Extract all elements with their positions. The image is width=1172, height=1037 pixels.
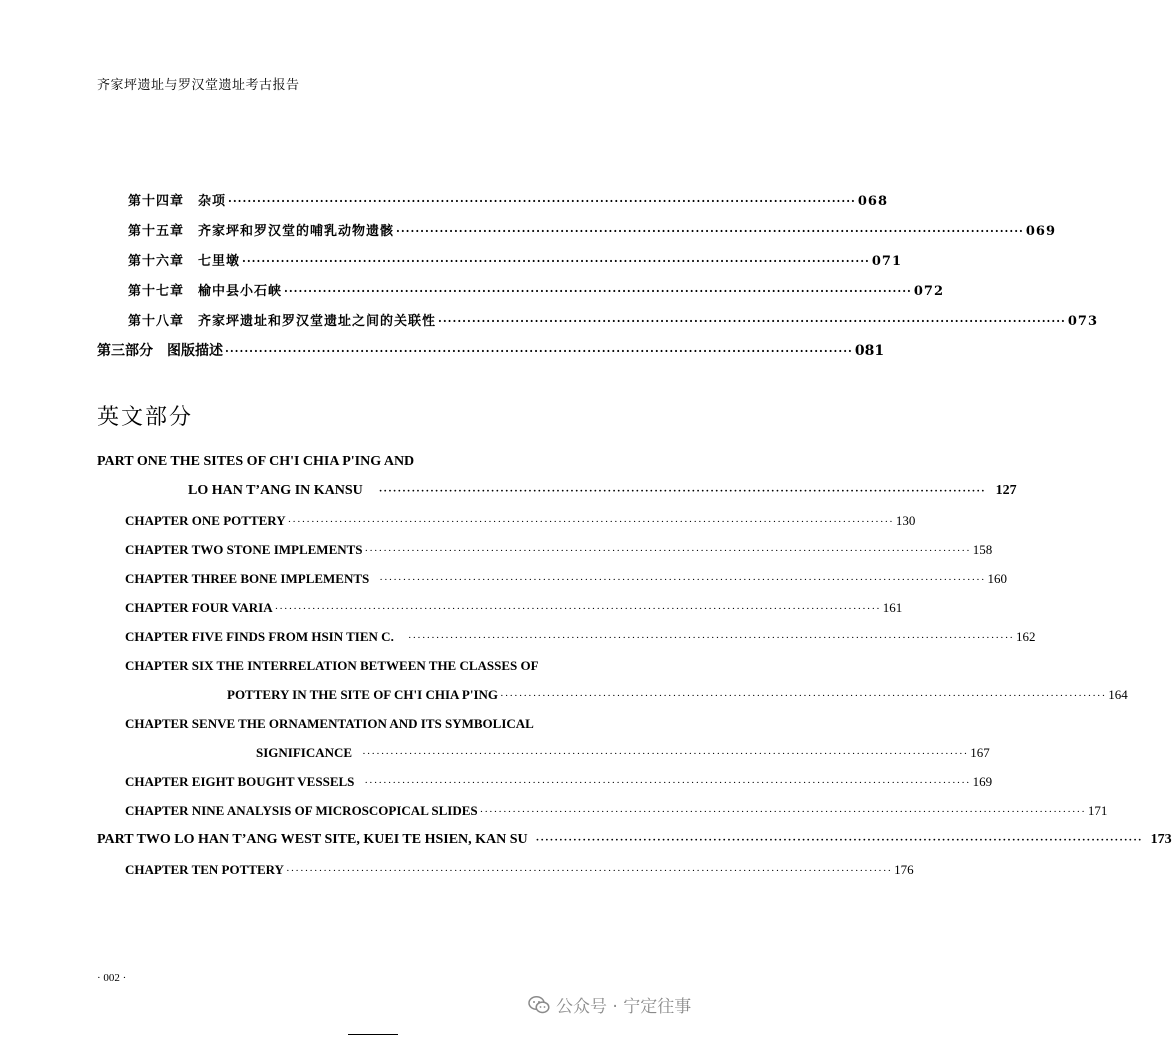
toc-entry-ch7-line1[interactable]: CHAPTER SENVE THE ORNAMENTATION AND ITS SYMBOLICAL (125, 716, 534, 731)
toc-entry-cn-ch14[interactable] (128, 190, 889, 209)
toc-entry-label: SIGNIFICANCE (256, 745, 353, 760)
toc-entry-ch9[interactable] (125, 803, 1108, 819)
toc-entry-ch10[interactable] (125, 862, 914, 878)
toc-entry-ch3[interactable] (125, 571, 1007, 587)
section-title: 英文部分 (97, 405, 194, 430)
toc-entry-page: 072 (913, 284, 945, 299)
toc-entry-page: 167 (970, 745, 990, 760)
page-number: · 002 · (97, 972, 127, 984)
toc-entry-page: 068 (857, 194, 889, 209)
toc-entry-page: 173 (1150, 832, 1172, 847)
toc-entry-label: 第十七章 榆中县小石峡 (128, 284, 283, 299)
dot-leader: ·································································································································· (274, 603, 881, 615)
toc-entry-label: CHAPTER NINE ANALYSIS OF MICROSCOPICAL SLIDES (125, 803, 478, 818)
dot-leader: ·································································································································· (225, 345, 853, 358)
toc-entry-ch7[interactable] (256, 745, 990, 761)
toc-entry-label: CHAPTER FOUR VARIA (125, 600, 273, 615)
watermark-text: 公众号 · 宁定往事 (556, 997, 692, 1017)
toc-entry-page: 069 (1025, 224, 1057, 239)
bottom-rule (348, 1034, 398, 1035)
toc-entry-label: 第十六章 七里墩 (128, 254, 241, 269)
toc-entry-page: 127 (995, 483, 1017, 498)
toc-entry-page: 073 (1067, 314, 1099, 329)
toc-entry-label: CHAPTER TEN POTTERY (125, 862, 284, 877)
toc-entry-label: 第十五章 齐家坪和罗汉堂的哺乳动物遗骸 (128, 224, 395, 239)
toc-entry-label: 第十四章 杂项 (128, 194, 227, 209)
watermark (528, 992, 691, 1017)
toc-entry-page: 081 (854, 343, 885, 359)
toc-entry-ch1[interactable] (125, 513, 916, 529)
toc-entry-label: 第三部分 图版描述 (97, 343, 223, 359)
toc-entry-page: 160 (987, 571, 1007, 586)
toc-entry-cn-ch15[interactable] (128, 220, 1057, 239)
toc-entry-label: 第十八章 齐家坪遗址和罗汉堂遗址之间的关联性 (128, 314, 437, 329)
toc-entry-cn-part3[interactable] (97, 340, 885, 360)
dot-leader: ·································································································································· (364, 545, 971, 557)
dot-leader: ·································································································································· (378, 485, 986, 497)
toc-entry-label: LO HAN T’ANG IN KANSU (188, 483, 363, 498)
toc-entry-page: 171 (1087, 803, 1108, 818)
toc-entry-label: POTTERY IN THE SITE OF CH'I CHIA P'ING (227, 687, 499, 702)
toc-entry-label: CHAPTER TWO STONE IMPLEMENTS (125, 542, 363, 557)
dot-leader: ·································································································································· (364, 777, 971, 789)
toc-entry-ch4[interactable] (125, 600, 903, 616)
wechat-icon (528, 995, 550, 1015)
toc-entry-page: 176 (894, 862, 914, 877)
toc-entry-ch6-line1[interactable]: CHAPTER SIX THE INTERRELATION BETWEEN THE CLASSES OF (125, 658, 539, 673)
toc-entry-page: 130 (895, 513, 916, 528)
toc-entry-page: 158 (972, 542, 993, 557)
toc-entry-page: 161 (882, 600, 903, 615)
toc-entry-label: PART TWO LO HAN T’ANG WEST SITE, KUEI TE HSIEN, KAN SU (97, 832, 528, 847)
toc-entry-part-two[interactable] (97, 832, 1172, 848)
dot-leader: ·································································································································· (228, 195, 856, 208)
dot-leader: ·································································································································· (479, 806, 1086, 818)
toc-entry-cn-ch16[interactable] (128, 250, 903, 269)
dot-leader: ·································································································································· (407, 632, 1015, 644)
toc-entry-cn-ch18[interactable] (128, 310, 1099, 329)
dot-leader: ·································································································································· (396, 225, 1024, 238)
dot-leader: ·································································································································· (287, 516, 894, 528)
dot-leader: ·································································································································· (379, 574, 986, 586)
dot-leader: ·································································································································· (242, 255, 870, 268)
dot-leader: ·································································································································· (535, 834, 1143, 846)
dot-leader: ·································································································································· (362, 748, 969, 760)
toc-entry-cn-ch17[interactable] (128, 280, 945, 299)
toc-entry-page: 164 (1108, 687, 1128, 702)
toc-entry-ch5[interactable] (125, 629, 1036, 645)
running-header: 齐家坪遗址与罗汉堂遗址考古报告 (97, 78, 300, 93)
dot-leader: ·································································································································· (500, 690, 1107, 702)
toc-entry-part-one-line1[interactable]: PART ONE THE SITES OF CH'I CHIA P'ING AND (97, 454, 415, 469)
toc-entry-label: CHAPTER FIVE FINDS FROM HSIN TIEN C. (125, 629, 394, 644)
toc-entry-label: CHAPTER THREE BONE IMPLEMENTS (125, 571, 370, 586)
toc-entry-ch6[interactable] (227, 687, 1128, 703)
dot-leader: ·································································································································· (284, 285, 912, 298)
toc-entry-part-one[interactable] (188, 483, 1017, 499)
dot-leader: ·································································································································· (285, 865, 893, 877)
dot-leader: ·································································································································· (438, 315, 1066, 328)
toc-entry-page: 071 (871, 254, 903, 269)
toc-entry-label: CHAPTER EIGHT BOUGHT VESSELS (125, 774, 355, 789)
toc-entry-label: CHAPTER ONE POTTERY (125, 513, 286, 528)
toc-entry-page: 162 (1016, 629, 1036, 644)
toc-entry-page: 169 (972, 774, 993, 789)
toc-entry-ch2[interactable] (125, 542, 993, 558)
toc-entry-ch8[interactable] (125, 774, 993, 790)
